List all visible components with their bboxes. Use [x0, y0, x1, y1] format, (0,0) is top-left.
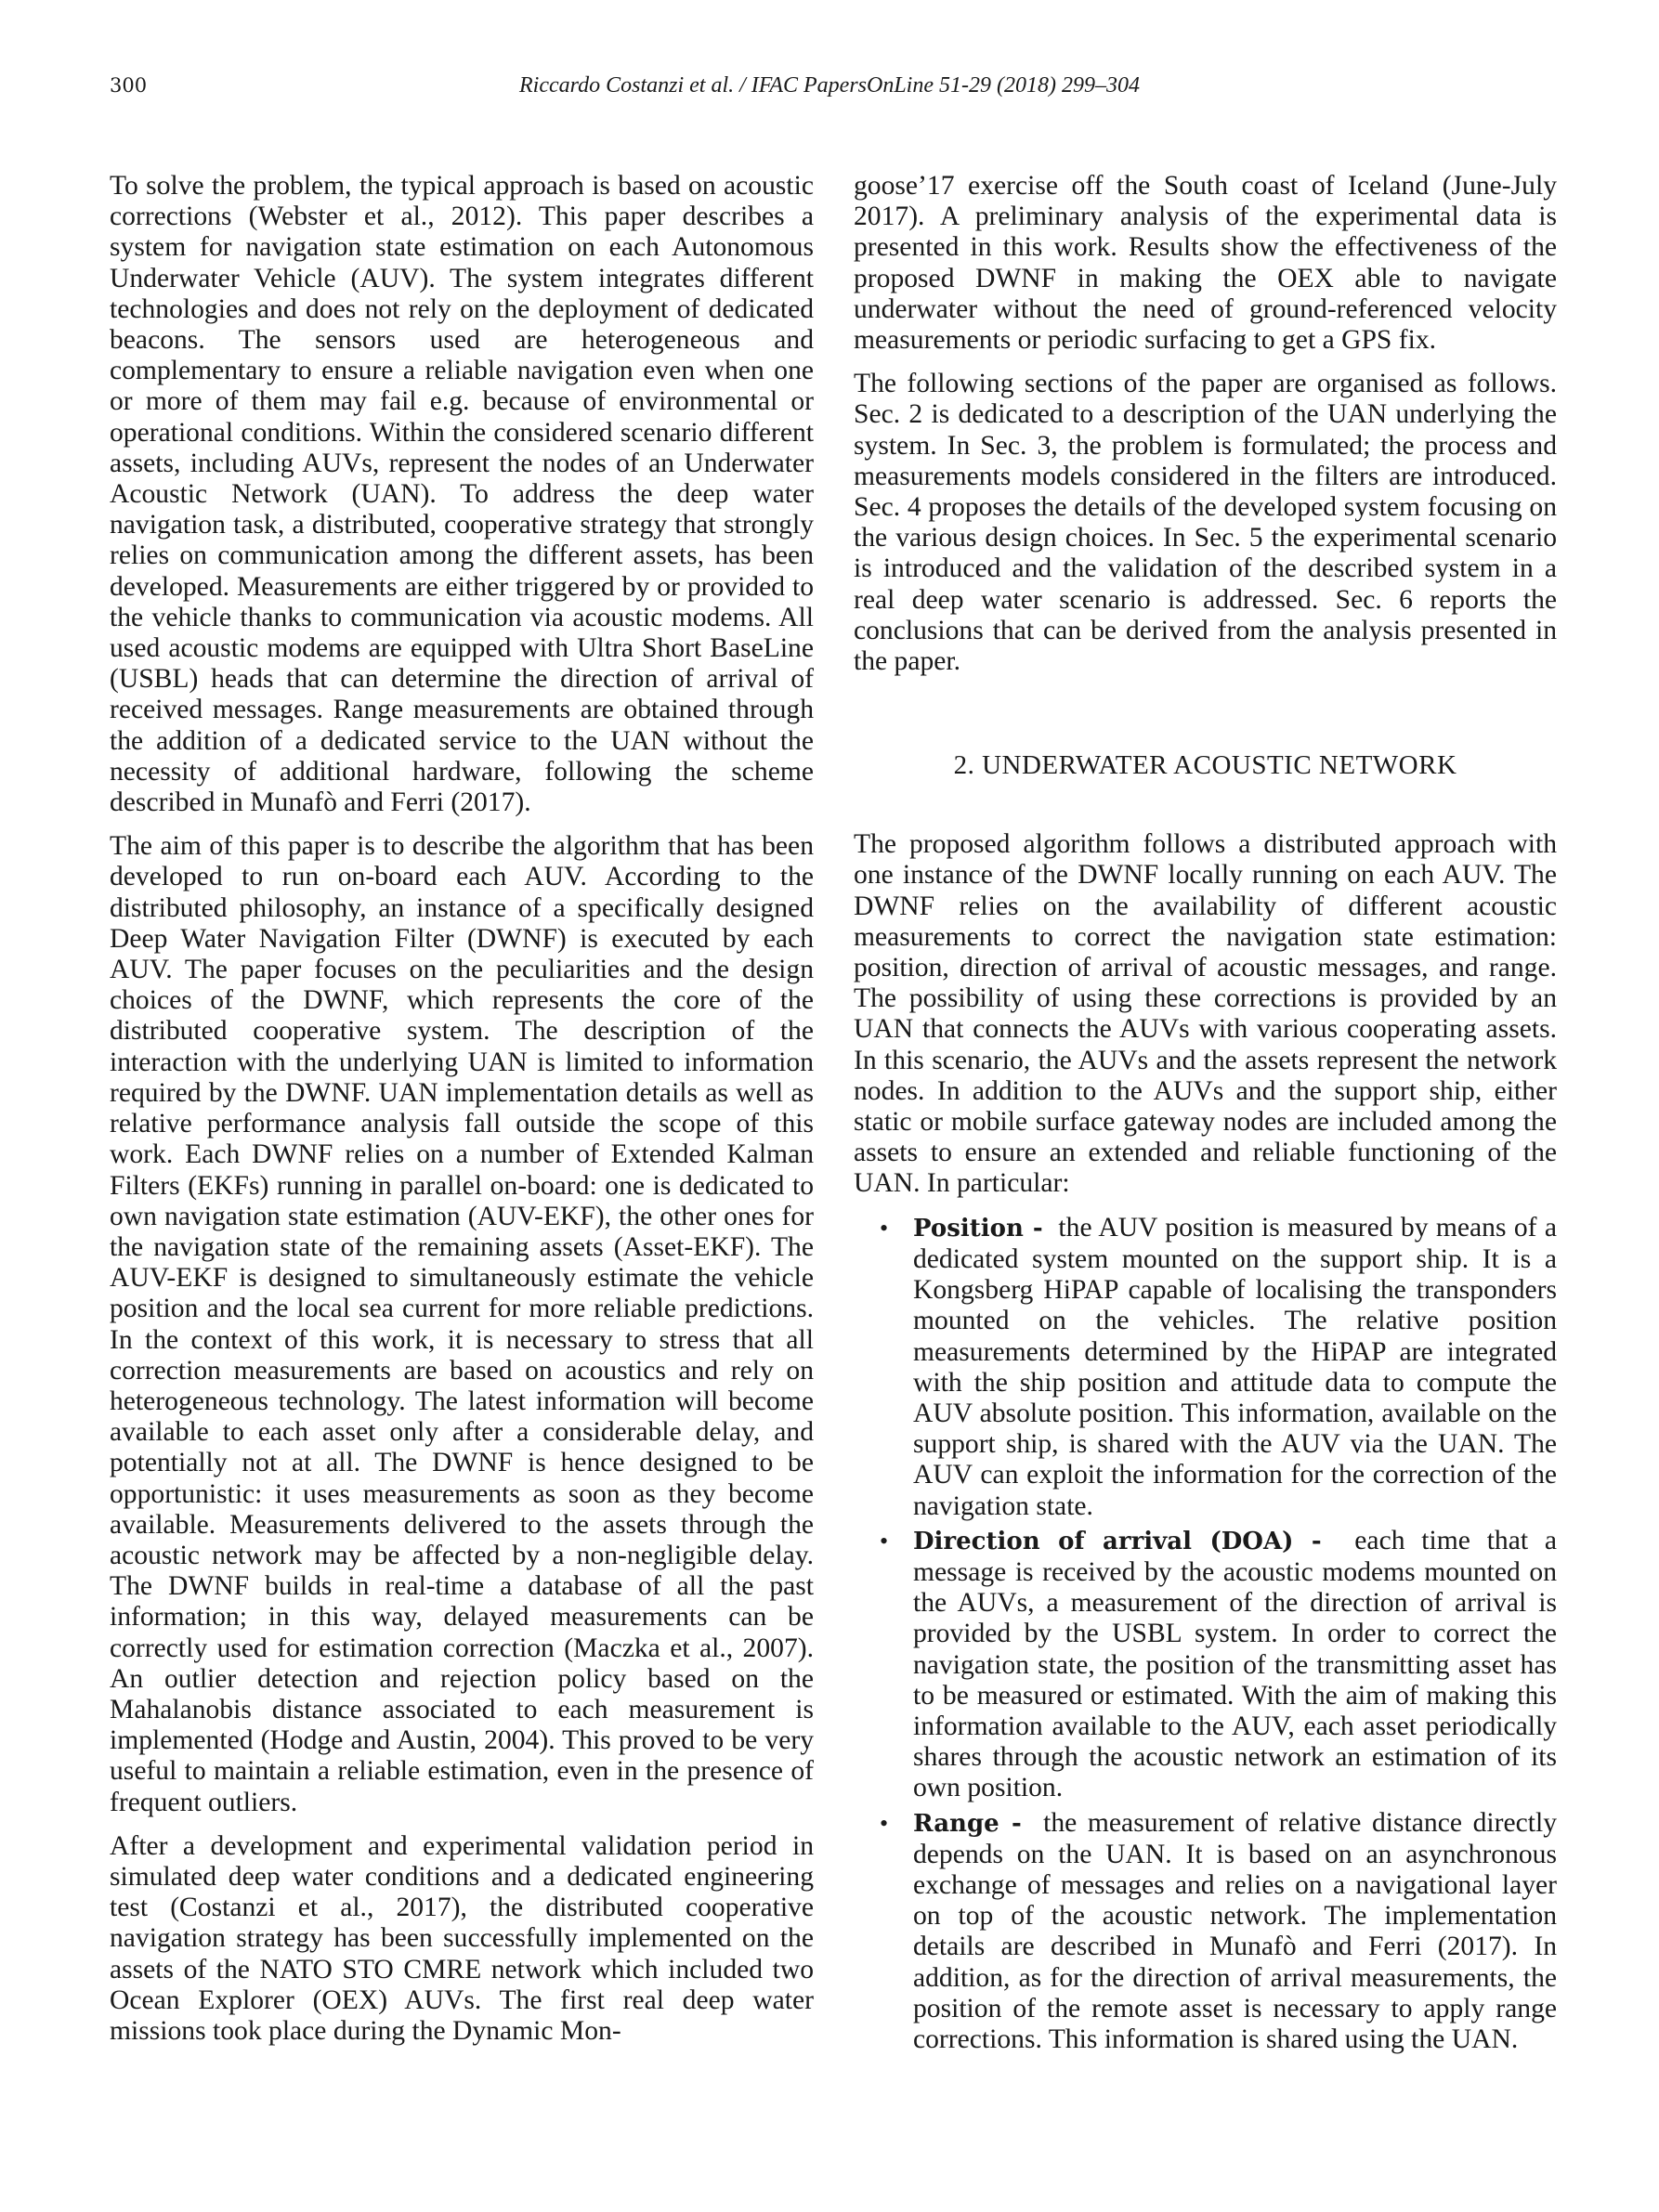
paragraph-validation: After a development and experimental validation period in simulated deep water conditions and a dedicated engineering test (Costanzi et al., 2017), the distributed cooperative navigation strategy has been successfully implemented on the assets of the NATO STO CMRE network which included two Ocean Explorer (OEX) AUVs. The first real deep water missions took place during the Dynamic Mon- — [110, 1830, 814, 2046]
bullet-term: Position - — [913, 1214, 1043, 1243]
bullet-icon: • — [880, 1809, 889, 1837]
section-heading-uan: 2. UNDERWATER ACOUSTIC NETWORK — [953, 750, 1457, 781]
left-column — [110, 171, 814, 2060]
right-column — [854, 171, 1557, 2059]
bullet-term: Range - — [913, 1809, 1022, 1838]
bullet-icon: • — [880, 1214, 889, 1242]
list-item — [880, 1212, 1557, 1522]
page-number: 300 — [110, 74, 148, 97]
paragraph-intro-problem: To solve the problem, the typical approach is based on acoustic corrections (Webster et al., 2012). This paper describes a system for navigation state estimation on each Autonomous Underwater Vehicle (AUV). The system integrates different technologies and does not rely on the deployment of dedicated beacons. The sensors used are heterogeneous and complementary to ensure a reliable navigation even when one or more of them may fail e.g. because of environmental or operational conditions. Within the considered scenario different assets, including AUVs, represent the nodes of an Underwater Acoustic Network (UAN). To address the deep water navigation task, a distributed, cooperative strategy that strongly relies on communication among the different assets, has been developed. Measurements are either triggered by or provided to the vehicle thanks to communication via acoustic modems. All used acoustic modems are equipped with Ultra Short BaseLine (USBL) heads that can determine the direction of arrival of received messages. Range measurements are obtained through the addition of a dedicated service to the UAN without the necessity of additional hardware, following the scheme described in Munafò and Ferri (2017). — [110, 171, 814, 818]
measurement-list — [854, 1213, 1557, 2055]
list-item — [880, 1525, 1558, 1804]
list-item — [880, 1807, 1557, 2056]
bullet-text: the AUV position is measured by means of a dedicated system mounted on the support ship. It is a Kongsberg HiPAP capable of localising the transponders mounted on the vehicles. The relative position measurements determined by the HiPAP are integrated with the ship position and attitude data to compute the AUV absolute position. This information, available on the support ship, is shared with the AUV via the UAN. The AUV can exploit the information for the correction of the navigation state. — [913, 1212, 1557, 1521]
bullet-term: Direction of arrival (DOA) - — [913, 1527, 1322, 1555]
page-header — [110, 71, 1549, 108]
bullet-text: the measurement of relative distance directly depends on the UAN. It is based on an asynchronous exchange of messages and relies on a navigational layer on top of the acoustic network. The implementation details are described in Munafò and Ferri (2017). In addition, as for the direction of arrival measurements, the position of the remote asset is necessary to apply range corrections. This information is shared using the UAN. — [913, 1807, 1557, 2054]
paragraph-organisation: The following sections of the paper are organised as follows. Sec. 2 is dedicated to a description of the UAN underlying the system. In Sec. 3, the problem is formulated; the process and measurements models considered in the filters are introduced. Sec. 4 proposes the details of the developed system focusing on the various design choices. In Sec. 5 the experimental scenario is introduced and the validation of the described system in a real deep water scenario is addressed. Sec. 6 reports the conclusions that can be derived from the analysis presented in the paper. — [854, 369, 1557, 677]
running-title: Riccardo Costanzi et al. / IFAC PapersOnLine 51-29 (2018) 299–304 — [519, 73, 1140, 98]
paragraph-aim: The aim of this paper is to describe the algorithm that has been developed to run on-board each AUV. According to the distributed philosophy, an instance of a specifically designed Deep Water Navigation Filter (DWNF) is executed by each AUV. The paper focuses on the peculiarities and the design choices of the DWNF, which represents the core of the distributed cooperative system. The description of the interaction with the underlying UAN is limited to information required by the DWNF. UAN implementation details as well as relative performance analysis fall outside the scope of this work. Each DWNF relies on a number of Extended Kalman Filters (EKFs) running in parallel on-board: one is dedicated to own navigation state estimation (AUV-EKF), the other ones for the navigation state of the remaining assets (Asset-EKF). The AUV-EKF is designed to simultaneously estimate the vehicle position and the local sea current for more reliable predictions. In the context of this work, it is necessary to stress that all correction measurements are based on acoustics and rely on heterogeneous technology. The latest information will become available to each asset only after a considerable delay, and potentially not at all. The DWNF is hence designed to be opportunistic: it uses measurements as soon as they become available. Measurements delivered to the assets through the acoustic network may be affected by a non-negligible delay. The DWNF builds in real-time a database of all the past information; in this way, delayed measurements can be correctly used for estimation correction (Maczka et al., 2007). An outlier detection and rejection policy based on the Mahalanobis distance associated to each measurement is implemented (Hodge and Austin, 2004). This proved to be very useful to maintain a reliable estimation, even in the presence of frequent outliers. — [110, 831, 814, 1817]
paragraph-experiment: goose’17 exercise off the South coast of Iceland (June-July 2017). A preliminary analysis of the experimental data is presented in this work. Results show the effectiveness of the proposed DWNF in making the OEX able to navigate underwater without the need of ground-referenced velocity measurements or periodic surfacing to get a GPS fix. — [854, 171, 1557, 356]
bullet-icon: • — [880, 1527, 889, 1555]
bullet-text: each time that a message is received by the acoustic modems mounted on the AUVs, a measurement of the direction of arrival is provided by the USBL system. In order to correct the navigation state, the position of the transmitting asset has to be measured or estimated. With the aim of making this information available to the AUV, each asset periodically shares through the acoustic network an estimation of its own position. — [913, 1525, 1558, 1803]
paragraph-uan: The proposed algorithm follows a distributed approach with one instance of the DWNF locally running on each AUV. The DWNF relies on the availability of different acoustic measurements to correct the navigation state estimation: position, direction of arrival of acoustic messages, and range. The possibility of using these corrections is provided by an UAN that connects the AUVs with various cooperating assets. In this scenario, the AUVs and the assets represent the network nodes. In addition to the AUVs and the support ship, either static or mobile surface gateway nodes are included among the assets to ensure an extended and reliable functioning of the UAN. In particular: — [854, 829, 1557, 1199]
